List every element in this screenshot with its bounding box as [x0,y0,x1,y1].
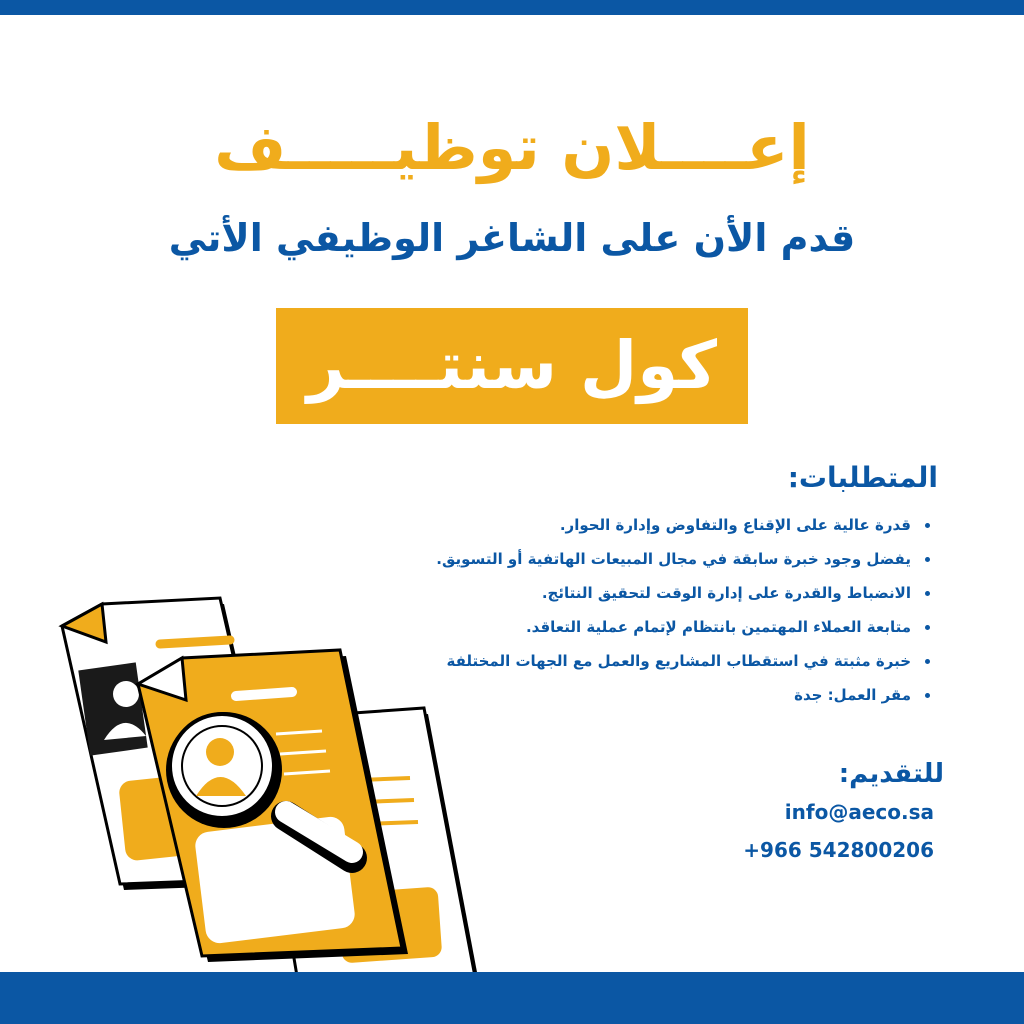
apply-heading: للتقديم: [838,759,944,789]
requirement-text: يفضل وجود خبرة سابقة في مجال المبيعات الهاتفية أو التسويق. [436,550,911,568]
announcement-title: إعــــلان توظيـــــف [214,111,810,184]
top-bar [0,0,1024,15]
requirements-heading: المتطلبات: [787,461,938,494]
announcement-subtitle: قدم الأن على الشاغر الوظيفي الأتي [168,216,856,260]
requirement-text: خبرة مثبتة في استقطاب المشاريع والعمل مع الجهات المختلفة [446,652,911,670]
documents-magnifier-illustration [40,590,480,990]
job-title-box [276,308,748,424]
bullet-icon [925,523,930,528]
document-front-icon [138,650,408,962]
bullet-icon [925,625,930,630]
job-title: كول سنتــــر [306,327,718,404]
bullet-icon [925,693,930,698]
bullet-icon [925,591,930,596]
contact-email[interactable]: info@aeco.sa [784,800,934,824]
requirement-text: قدرة عالية على الإقناع والتفاوض وإدارة الحوار. [559,516,911,534]
requirement-text: مقر العمل: جدة [794,686,911,704]
list-item [310,508,930,542]
contact-phone[interactable]: +966 542800206 [743,838,934,862]
list-item [310,542,930,576]
requirement-text: الانضباط والقدرة على إدارة الوقت لتحقيق النتائج. [541,584,911,602]
bullet-icon [925,557,930,562]
requirement-text: متابعة العملاء المهتمين بانتظام لإتمام عملية التعاقد. [525,618,911,636]
bullet-icon [925,659,930,664]
bottom-bar [0,972,1024,1024]
